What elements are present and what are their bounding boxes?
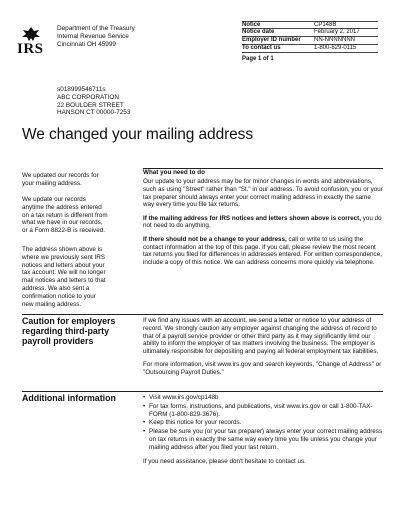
notice-row xyxy=(242,45,378,53)
notice-row xyxy=(242,21,378,29)
notice-value: NN-NNNNNNN xyxy=(314,37,355,43)
bold-text: If there should not be a change to your address, xyxy=(143,235,287,243)
what-you-need-body xyxy=(143,178,383,272)
department-block xyxy=(57,25,135,49)
notice-value: February 2, 2017 xyxy=(314,29,360,35)
text-line: We update our records xyxy=(22,196,86,203)
notice-value: 1-800-829-0115 xyxy=(314,45,357,51)
list-item: • Keep this notice for your records. xyxy=(143,419,383,427)
text-line: The address shown above is xyxy=(22,246,103,253)
section-divider xyxy=(22,314,383,315)
text-line: what we have in our records, xyxy=(22,219,103,227)
page-count: Page 1 of 1 xyxy=(242,56,274,62)
paragraph xyxy=(143,215,383,231)
notice-value: CP148B xyxy=(314,22,337,28)
notice-label: Employer ID number xyxy=(242,37,301,43)
page-title: We changed your mailing address xyxy=(22,126,253,143)
text-line: tax account. We will no longer xyxy=(22,269,106,277)
mailing-address xyxy=(57,86,130,117)
left-paragraph-3 xyxy=(22,246,126,308)
text-line: where we previously sent IRS xyxy=(22,253,105,261)
notice-label: Notice date xyxy=(242,29,275,35)
paragraph: For more information, visit www.irs.gov and search keywords, "Change of Address" or "Outsourcing Payroll Duties." xyxy=(143,361,382,377)
additional-list xyxy=(143,394,383,452)
text-line: new mailing address. xyxy=(22,300,82,308)
left-paragraph-1 xyxy=(22,172,114,188)
notice-info-table xyxy=(242,21,378,53)
text-line: We updated our records for xyxy=(22,172,99,179)
text: call or write to us using the contact information at the top of this page. If you call, please review the most recent tax returns you filed for differences in addresses entered. For written correspondence, include a copy of this notice. We can address concerns more quickly via telephone. xyxy=(143,235,382,267)
section-divider xyxy=(22,391,383,392)
what-you-need-heading: What you need to do xyxy=(143,169,205,176)
text: you do not need to do anything. xyxy=(143,214,382,230)
notice-label: To contact us xyxy=(242,45,281,51)
text-line: address. We also sent a xyxy=(22,284,90,292)
irs-logo-text: IRS xyxy=(17,41,44,57)
list-item: • For tax forms, instructions, and publications, visit www.irs.gov or call 1-800-TAX-FORM (1-800-829-3676). xyxy=(143,403,383,419)
bold-text: If the mailing address for IRS notices and letters shown above is correct, xyxy=(143,214,361,222)
text-line: on a tax return is different from xyxy=(22,211,108,219)
paragraph: Our update to your address may be for minor changes in words and abbreviations, such as using "Street" rather than "St." in our address. To avoid confusion, you or your tax preparer should always enter your correct mailing address in exactly the same way every time you file tax returns. xyxy=(143,178,383,209)
dept-line: Cincinnati OH 45999 xyxy=(57,41,116,48)
dept-line: Internal Revenue Service xyxy=(57,33,129,40)
closing-text: If you need assistance, please don't hesitate to contact us. xyxy=(143,457,306,465)
address-line: HANSON CT 00000-7253 xyxy=(57,109,131,117)
text-line: mail notices and letters to that xyxy=(22,277,106,285)
text-line: your mailing address. xyxy=(22,179,82,187)
address-line: ABC CORPORATION xyxy=(57,93,120,101)
text-line: anytime the address entered xyxy=(22,203,102,211)
caution-heading: Caution for employers regarding third-party payroll providers xyxy=(22,316,116,346)
notice-label: Notice xyxy=(242,22,261,28)
list-item: • Visit www.irs.gov/cp148b xyxy=(143,394,383,402)
address-line: s018999546711s xyxy=(57,86,106,93)
caution-body xyxy=(143,317,383,383)
dept-line: Department of the Treasury xyxy=(57,25,135,32)
text-line: confirmation notice to your xyxy=(22,292,96,300)
paragraph: If we find any issues with an account, we send a letter or notice to your address of record. We strongly caution any employer against changing the address of record to that of a payroll service provider or other third party as it may significantly limit our ability to inform the employer of tax matters involving the business. The employer is ultimately responsible for depositing and paying all federal employment tax liabilities. xyxy=(143,317,379,356)
additional-heading: Additional information xyxy=(22,393,116,403)
text-line: or a Form 8822-B is received. xyxy=(22,227,105,235)
additional-body xyxy=(143,394,383,471)
left-paragraph-2 xyxy=(22,196,126,235)
list-item: • Please be sure you (or your tax preparer) always enter your correct mailing address on tax returns in exactly the same way every time you file unless you change your mailing address after you filed your last return. xyxy=(143,428,383,451)
address-line: 22 BOULDER STREET xyxy=(57,101,124,109)
notice-row xyxy=(242,37,378,45)
paragraph xyxy=(143,236,383,267)
notice-row xyxy=(242,29,378,37)
text-line: notices and letters about your xyxy=(22,261,105,269)
